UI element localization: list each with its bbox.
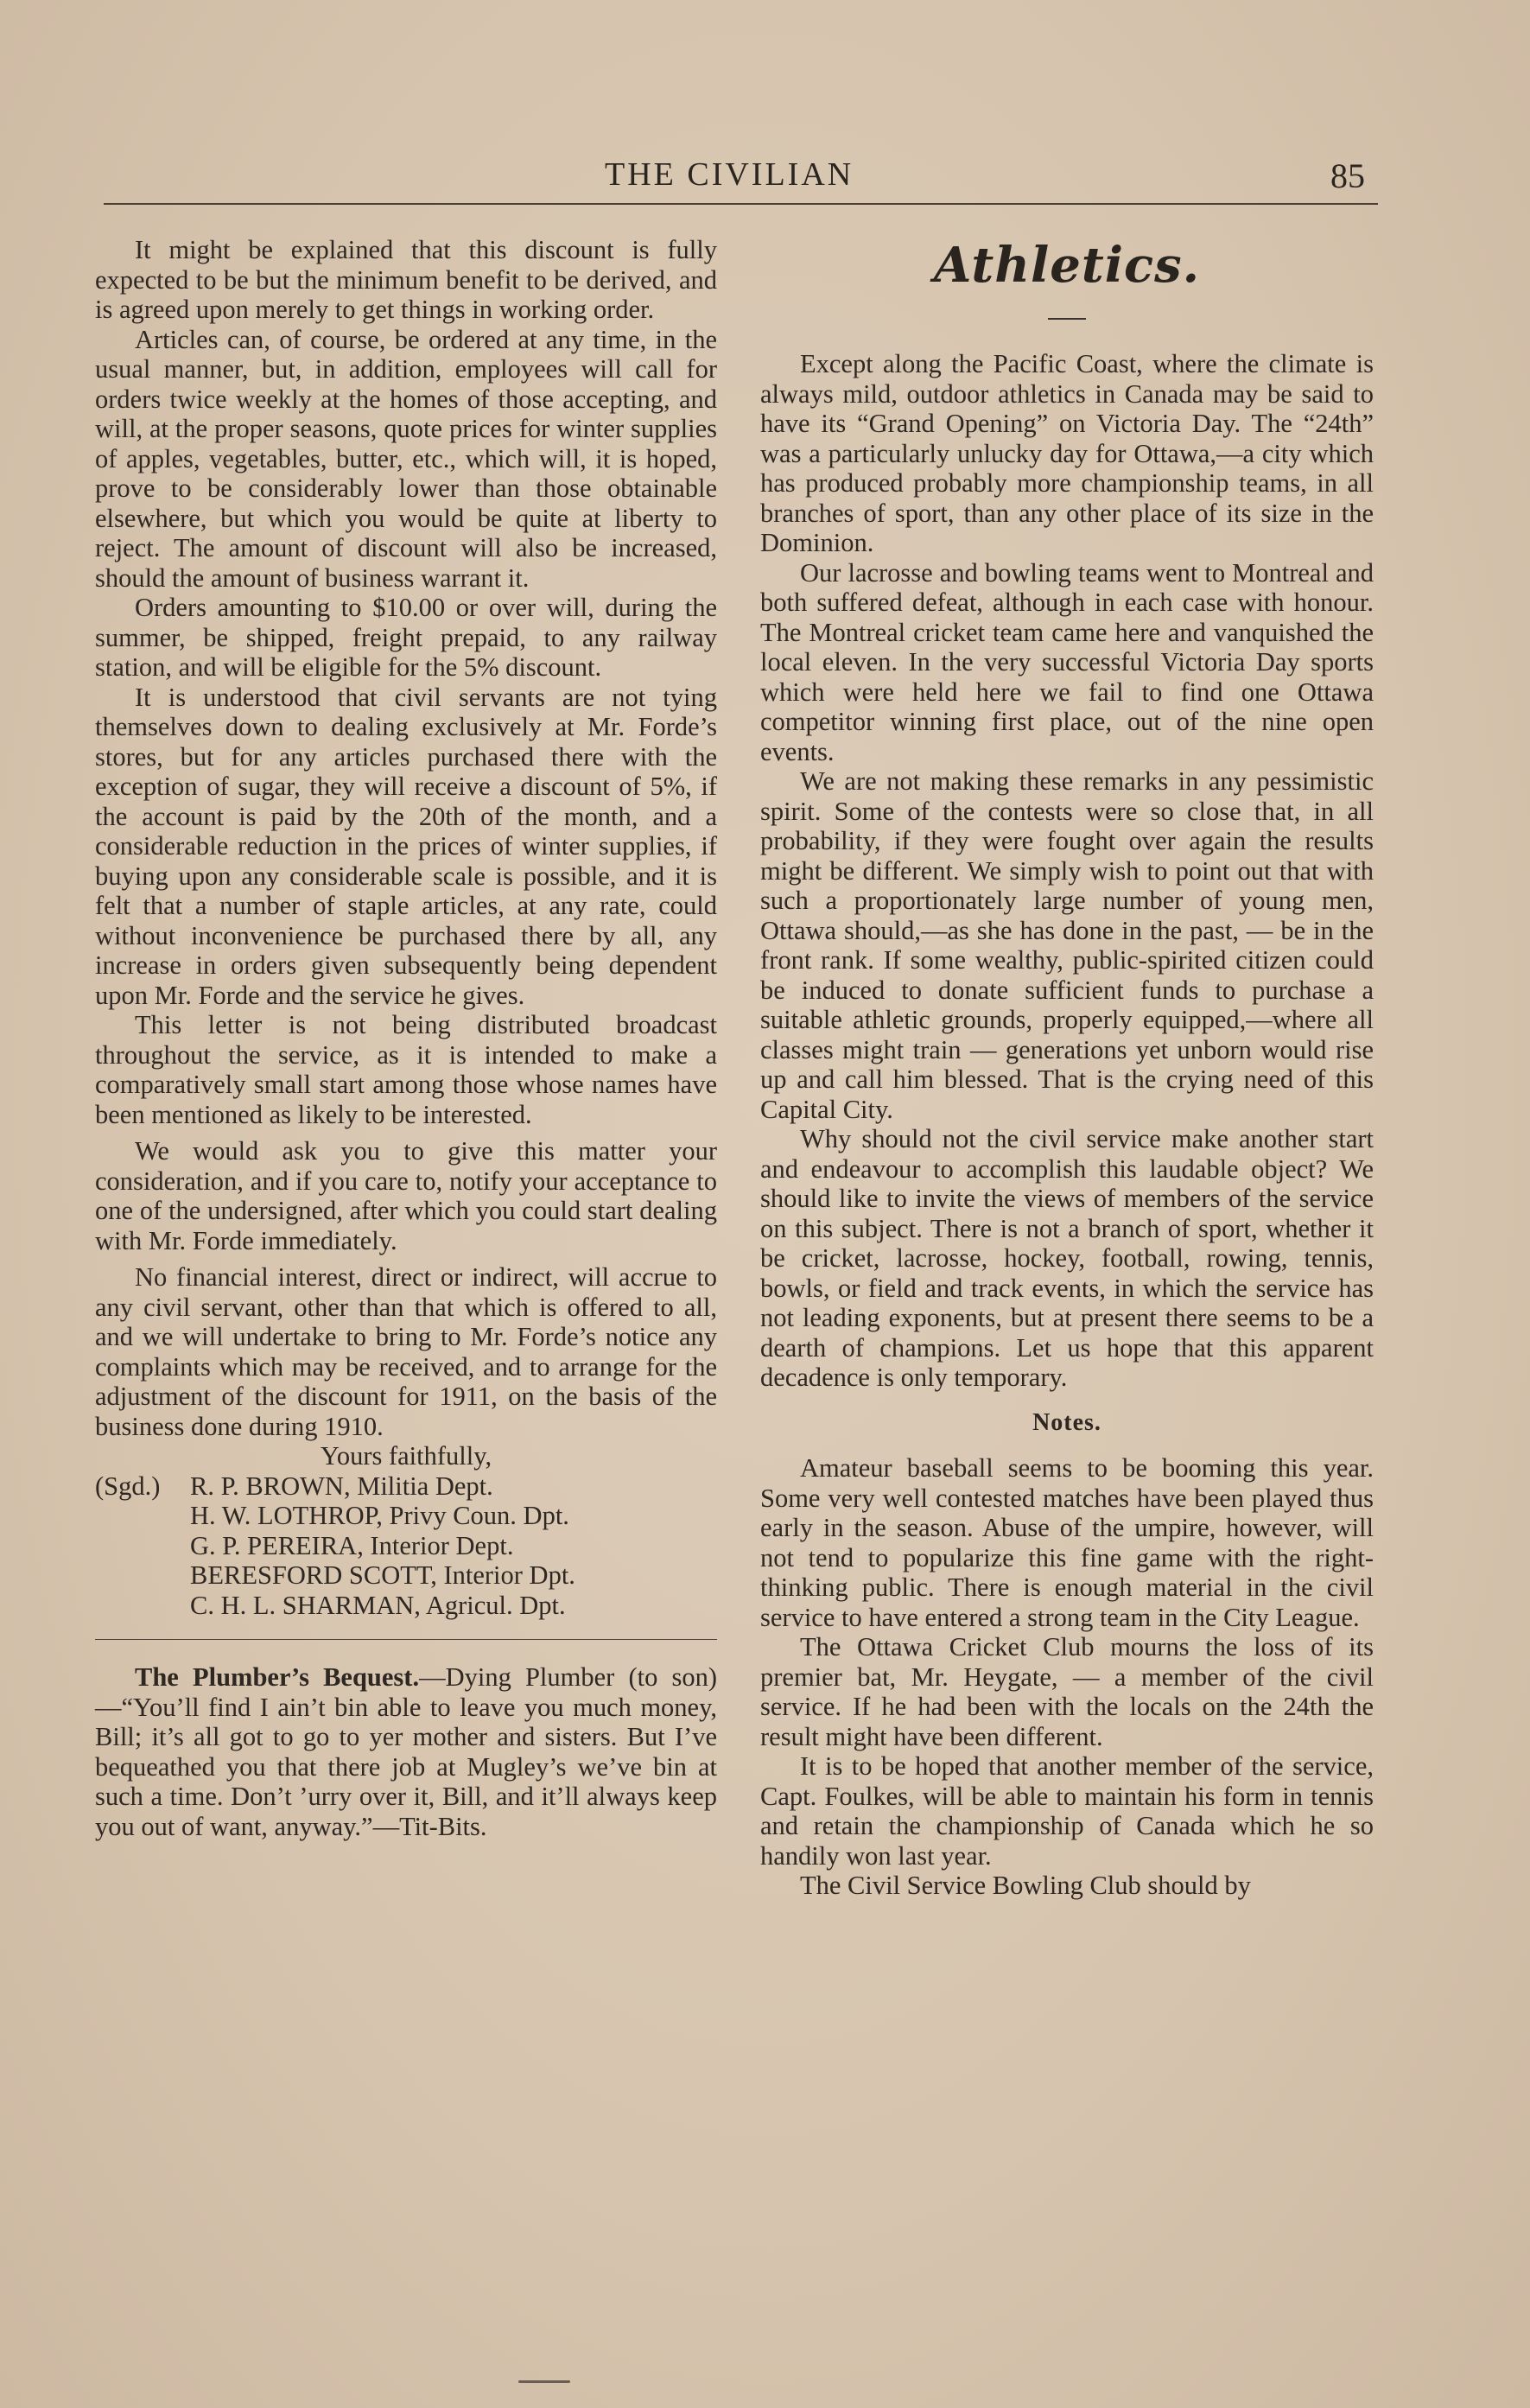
publication-title: THE CIVILIAN [605, 156, 854, 193]
heading-dash [1048, 318, 1086, 320]
athletics-paragraph-1: Except along the Pacific Coast, where the climate is always mild, outdoor athletics in Canada may be said to have its “Grand Opening” on Victoria Day. The “24th” was a particularly unlucky day for Ottawa,—a city which has produced probably more championship teams, in all branches of sport, than any other place of its size in the Dominion. [760, 349, 1374, 557]
athletics-paragraph-4: Why should not the civil service make another start and endeavour to accomplish this laudable object? We should like to invite the views of members of the service on this subject. There is not a branch of sport, whether it be cricket, lacrosse, hockey, football, rowing, tennis, bowls, or field and track events, in which the service has not leading exponents, but at present there seems to be a dearth of champions. Let us hope that this apparent decadence is only temporary. [760, 1124, 1374, 1392]
left-paragraph-3: Orders amounting to $10.00 or over will, during the summer, be shipped, freight prepaid, to any railway station, and will be eligible for the 5% discount. [95, 593, 717, 682]
signature-prefix [95, 1531, 190, 1561]
notes-paragraph-4: The Civil Service Bowling Club should by [800, 1871, 1251, 1900]
running-head [104, 147, 1382, 199]
notes-paragraph-2: The Ottawa Cricket Club mourns the loss of its premier bat, Mr. Heygate, — a member of the civil service. If he had been with the locals on the 24th the result might have been different. [760, 1632, 1374, 1751]
signature-row [95, 1560, 717, 1591]
signatory-name: C. H. L. SHARMAN, Agricul. Dpt. [190, 1590, 566, 1620]
anecdote-paragraph [95, 1662, 717, 1841]
signature-row [95, 1471, 717, 1502]
anecdote-body: —Dying Plumber (to son)—“You’ll find I ain’t bin able to leave you much money, Bill; it’s all got to go to yer mother and sisters. But I’ve bequeathed you that there job at Mugley’s we’ve bin at such a time. Don’t ’urry over it, Bill, and it’ll always keep you out of want, anyway.”—Tit-Bits. [95, 1662, 718, 1841]
signature-prefix: (Sgd.) [95, 1471, 161, 1501]
notes-heading: Notes. [1032, 1408, 1101, 1436]
notes-paragraph-1: Amateur baseball seems to be booming this year. Some very well contested matches have been played thus early in the season. Abuse of the umpire, however, will not tend to popularize this fine game with the right-thinking public. There is enough material in the civil service to have entered a strong team in the City League. [760, 1453, 1374, 1632]
left-column [95, 235, 717, 1841]
printer-mark [518, 2380, 570, 2383]
signature-prefix [95, 1501, 190, 1531]
signature-row [95, 1591, 717, 1621]
left-paragraph-5: This letter is not being distributed broadcast throughout the service, as it is intended to make a comparatively small start among those whose names have been mentioned as likely to be interested. [95, 1010, 717, 1129]
signature-block [95, 1471, 717, 1621]
left-paragraph-7: No financial interest, direct or indirect, will accrue to any civil servant, other than that which is offered to all, and we will undertake to bring to Mr. Forde’s notice any complaints which may be received, and to arrange for the adjustment of the discount for 1911, on the basis of the business done during 1910. [95, 1262, 717, 1441]
left-paragraph-2: Articles can, of course, be ordered at any time, in the usual manner, but, in addition, employees will call for orders twice weekly at the homes of those accepting, and will, at the proper seasons, quote prices for winter supplies of apples, vegetables, butter, etc., which will, it is hoped, prove to be considerably lower than those obtainable elsewhere, but which you would be quite at liberty to reject. The amount of discount will also be increased, should the amount of business warrant it. [95, 324, 717, 593]
left-paragraph-1: It might be explained that this discount is fully expected to be but the minimum benefit to be derived, and is agreed upon merely to get things in working order. [95, 235, 717, 324]
athletics-paragraph-3: We are not making these remarks in any pessimistic spirit. Some of the contests were so close that, in all probability, if they were fought over again the results might be different. We simply wish to point out that with such a proportionately large number of young men, Ottawa should,—as she has done in the past, — be in the front rank. If some wealthy, public-spirited citizen could be induced to donate sufficient funds to purchase a suitable athletic grounds, properly equipped,—where all classes might train — generations yet unborn would rise up and call him blessed. That is the crying need of this Capital City. [760, 766, 1374, 1124]
signatory-name: H. W. LOTHROP, Privy Coun. Dpt. [190, 1501, 569, 1530]
signature-prefix [95, 1560, 190, 1591]
letter-closing: Yours faithfully, [320, 1441, 492, 1471]
section-separator [95, 1639, 717, 1640]
left-paragraph-4: It is understood that civil servants are not tying themselves down to dealing exclusively at Mr. Forde’s stores, but for any articles purchased there with the exception of sugar, they will receive a discount of 5%, if the account is paid by the 20th of the month, and a considerable reduction in the prices of winter supplies, if buying upon any considerable scale is possible, and it is felt that a number of staple articles, at any rate, could without inconvenience be purchased there by all, any increase in orders given subsequently being dependent upon Mr. Forde and the service he gives. [95, 682, 717, 1010]
signature-row [95, 1501, 717, 1531]
signatory-name: R. P. BROWN, Militia Dept. [190, 1471, 493, 1501]
athletics-heading: Athletics. [933, 237, 1201, 294]
signature-prefix [95, 1591, 190, 1621]
header-rule [104, 203, 1378, 205]
notes-paragraph-3: It is to be hoped that another member of the service, Capt. Foulkes, will be able to maintain his form in tennis and retain the championship of Canada which he so handily won last year. [760, 1751, 1374, 1871]
signatory-name: G. P. PEREIRA, Interior Dept. [190, 1530, 514, 1560]
left-paragraph-6: We would ask you to give this matter your consideration, and if you care to, notify your acceptance to one of the undersigned, after which you could start dealing with Mr. Forde immediately. [95, 1136, 717, 1255]
athletics-paragraph-2: Our lacrosse and bowling teams went to Montreal and both suffered defeat, although in each case with honour. The Montreal cricket team came here and vanquished the local eleven. In the very successful Victoria Day sports which were held here we fail to find one Ottawa competitor winning first place, out of the nine open events. [760, 557, 1374, 766]
signatory-name: BERESFORD SCOTT, Interior Dpt. [190, 1560, 575, 1590]
signature-row [95, 1531, 717, 1561]
right-column [760, 235, 1374, 1901]
page-number: 85 [1330, 156, 1365, 195]
anecdote-title: The Plumber’s Bequest. [135, 1662, 420, 1692]
